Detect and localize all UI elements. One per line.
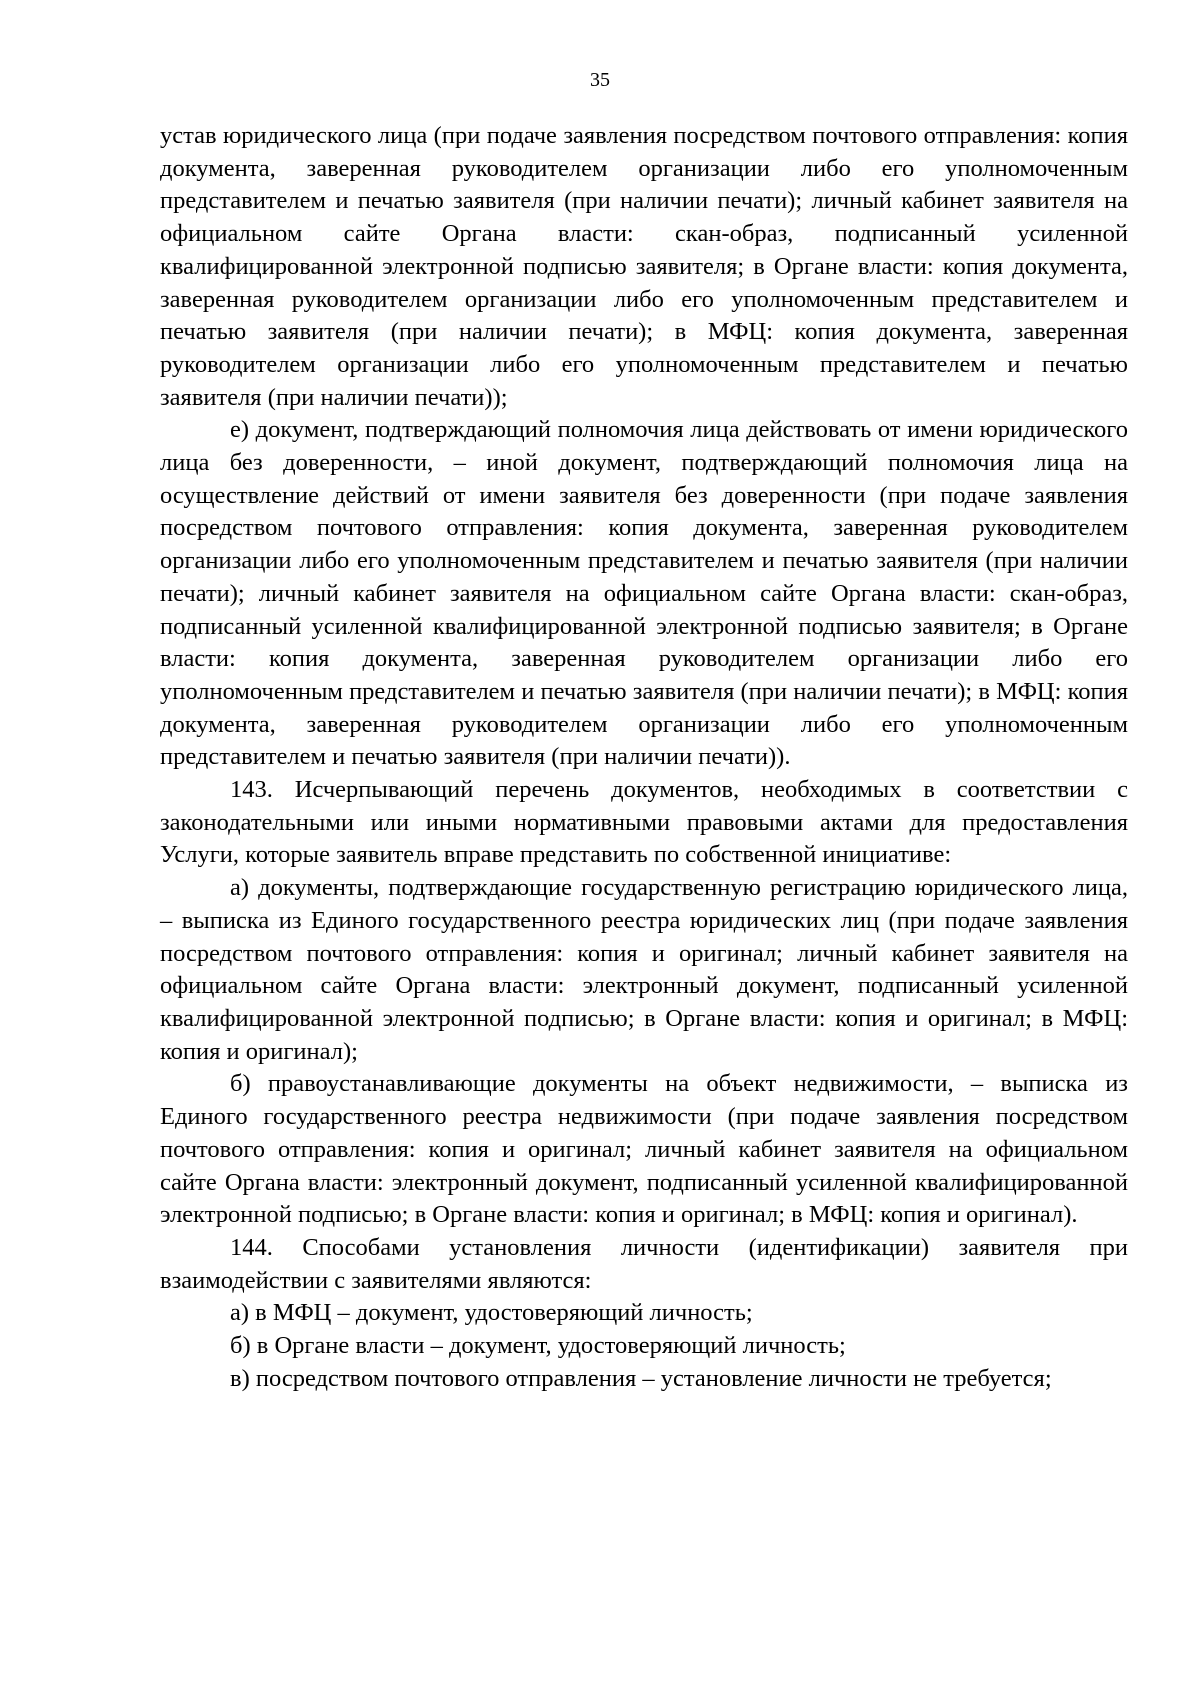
paragraph-item-b-authority: б) в Органе власти – документ, удостоверяющий личность; [230, 1332, 846, 1360]
paragraph-item-a-mfc: а) в МФЦ – документ, удостоверяющий личность; [230, 1299, 753, 1327]
paragraph-charter: устав юридического лица (при подаче заявления посредством почтового отправления: копия документа, заверенная руководителем организации либо его уполномоченным представителем и печатью заявителя (при наличии печати); личный кабинет заявителя на официальном сайте Органа власти: скан-образ, подписанный усиленной квалифицированной электронной подписью заявителя; в Органе власти: копия документа, заверенная руководителем организации либо его уполномоченным представителем и печатью заявителя (при наличии печати); в МФЦ: копия документа, заверенная руководителем организации либо его уполномоченным представителем и печатью заявителя (при наличии печати)); [160, 122, 1128, 411]
paragraph-143-optional-documents: 143. Исчерпывающий перечень документов, необходимых в соответствии с законодательными или иными нормативными правовыми актами для предоставления Услуги, которые заявитель вправе представить по собственной инициативе: [160, 776, 1128, 869]
paragraph-item-e-authority-document: е) документ, подтверждающий полномочия лица действовать от имени юридического лица без доверенности, – иной документ, подтверждающий полномочия лица на осуществление действий от имени заявителя без доверенности (при подаче заявления посредством почтового отправления: копия документа, заверенная руководителем организации либо его уполномоченным представителем и печатью заявителя (при наличии печати); личный кабинет заявителя на официальном сайте Органа власти: скан-образ, подписанный усиленной квалифицированной электронной подписью заявителя; в Органе власти: копия документа, заверенная руководителем организации либо его уполномоченным представителем и печатью заявителя (при наличии печати); в МФЦ: копия документа, заверенная руководителем организации либо его уполномоченным представителем и печатью заявителя (при наличии печати)). [160, 416, 1128, 771]
paragraph-item-v-postal: в) посредством почтового отправления – установление личности не требуется; [230, 1364, 1052, 1392]
paragraph-144-identification-methods: 144. Способами установления личности (идентификации) заявителя при взаимодействии с заявителями являются: [160, 1233, 1128, 1294]
page-number: 35 [590, 69, 610, 91]
document-body [160, 120, 1128, 1395]
paragraph-item-b-title-documents: б) правоустанавливающие документы на объект недвижимости, – выписка из Единого государственного реестра недвижимости (при подаче заявления посредством почтового отправления: копия и оригинал; личный кабинет заявителя на официальном сайте Органа власти: электронный документ, подписанный усиленной квалифицированной электронной подписью; в Органе власти: копия и оригинал; в МФЦ: копия и оригинал). [160, 1070, 1128, 1229]
paragraph-item-a-state-registration: а) документы, подтверждающие государственную регистрацию юридического лица, – выписка из Единого государственного реестра юридических лиц (при подаче заявления посредством почтового отправления: копия и оригинал; личный кабинет заявителя на официальном сайте Органа власти: электронный документ, подписанный усиленной квалифицированной электронной подписью; в Органе власти: копия и оригинал; в МФЦ: копия и оригинал); [160, 874, 1128, 1065]
